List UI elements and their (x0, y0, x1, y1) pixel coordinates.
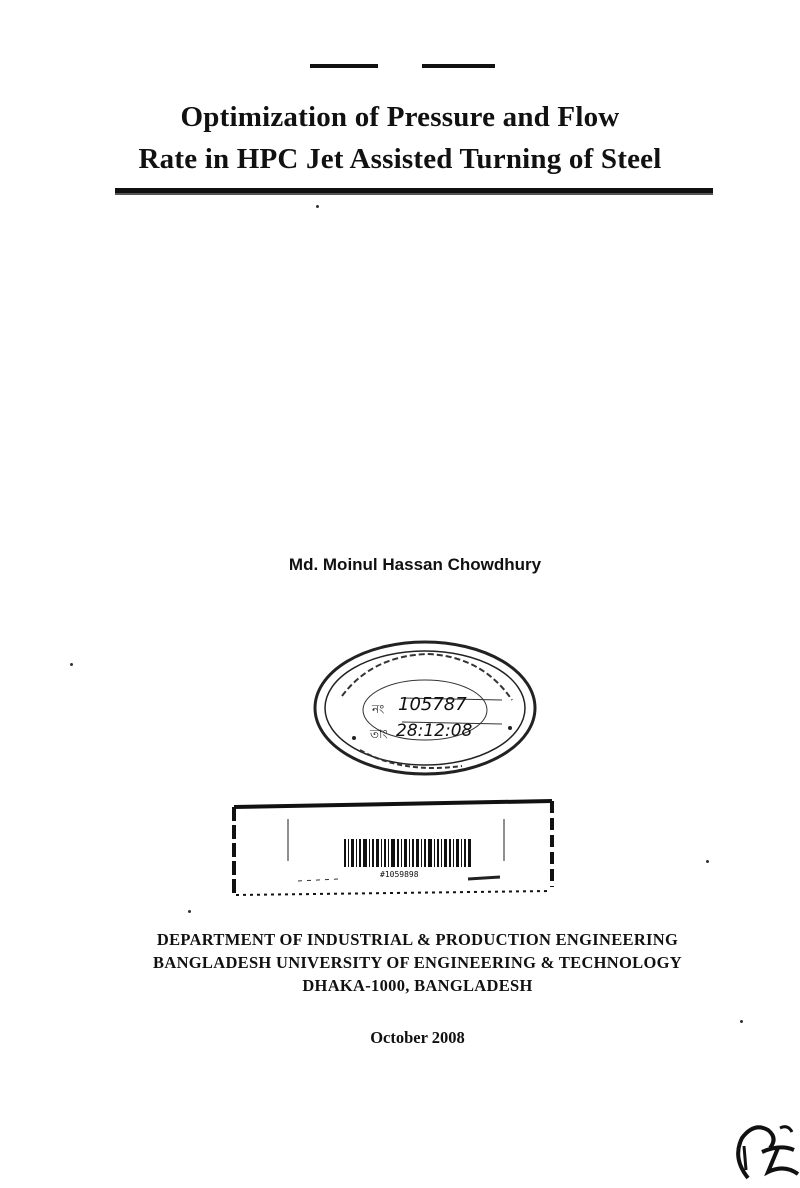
scan-speck (316, 205, 319, 208)
seal-number-value: 105787 (398, 694, 467, 715)
scan-speck (70, 663, 73, 666)
barcode-bars (344, 839, 471, 867)
title-line-2: Rate in HPC Jet Assisted Turning of Steel (138, 143, 662, 175)
library-seal-stamp (312, 638, 542, 788)
barcode-sticker (228, 795, 558, 900)
seal-graphic (312, 638, 542, 788)
scan-speck (740, 1020, 743, 1023)
university-line: BANGLADESH UNIVERSITY OF ENGINEERING & TECHNOLOGY (153, 953, 682, 972)
title-rule (115, 188, 713, 195)
seal-date-value: 28:12:08 (396, 721, 473, 741)
publication-date: October 2008 (370, 1028, 465, 1047)
handwritten-mark (728, 1108, 800, 1188)
institution-block (0, 928, 800, 997)
document-title (0, 96, 800, 180)
author-name: Md. Moinul Hassan Chowdhury (288, 555, 542, 574)
barcode-number: #1059898 (380, 870, 419, 879)
department-line: DEPARTMENT OF INDUSTRIAL & PRODUCTION ENGINEERING (156, 930, 679, 949)
city-line: DHAKA-1000, BANGLADESH (302, 976, 533, 995)
barcode-frame (228, 795, 558, 900)
title-line-1: Optimization of Pressure and Flow (180, 101, 620, 133)
top-dashes (310, 60, 495, 72)
scan-speck (706, 860, 709, 863)
seal-date-label: তাং (370, 727, 388, 741)
seal-number-label: নং (372, 702, 385, 716)
scan-speck (188, 910, 191, 913)
